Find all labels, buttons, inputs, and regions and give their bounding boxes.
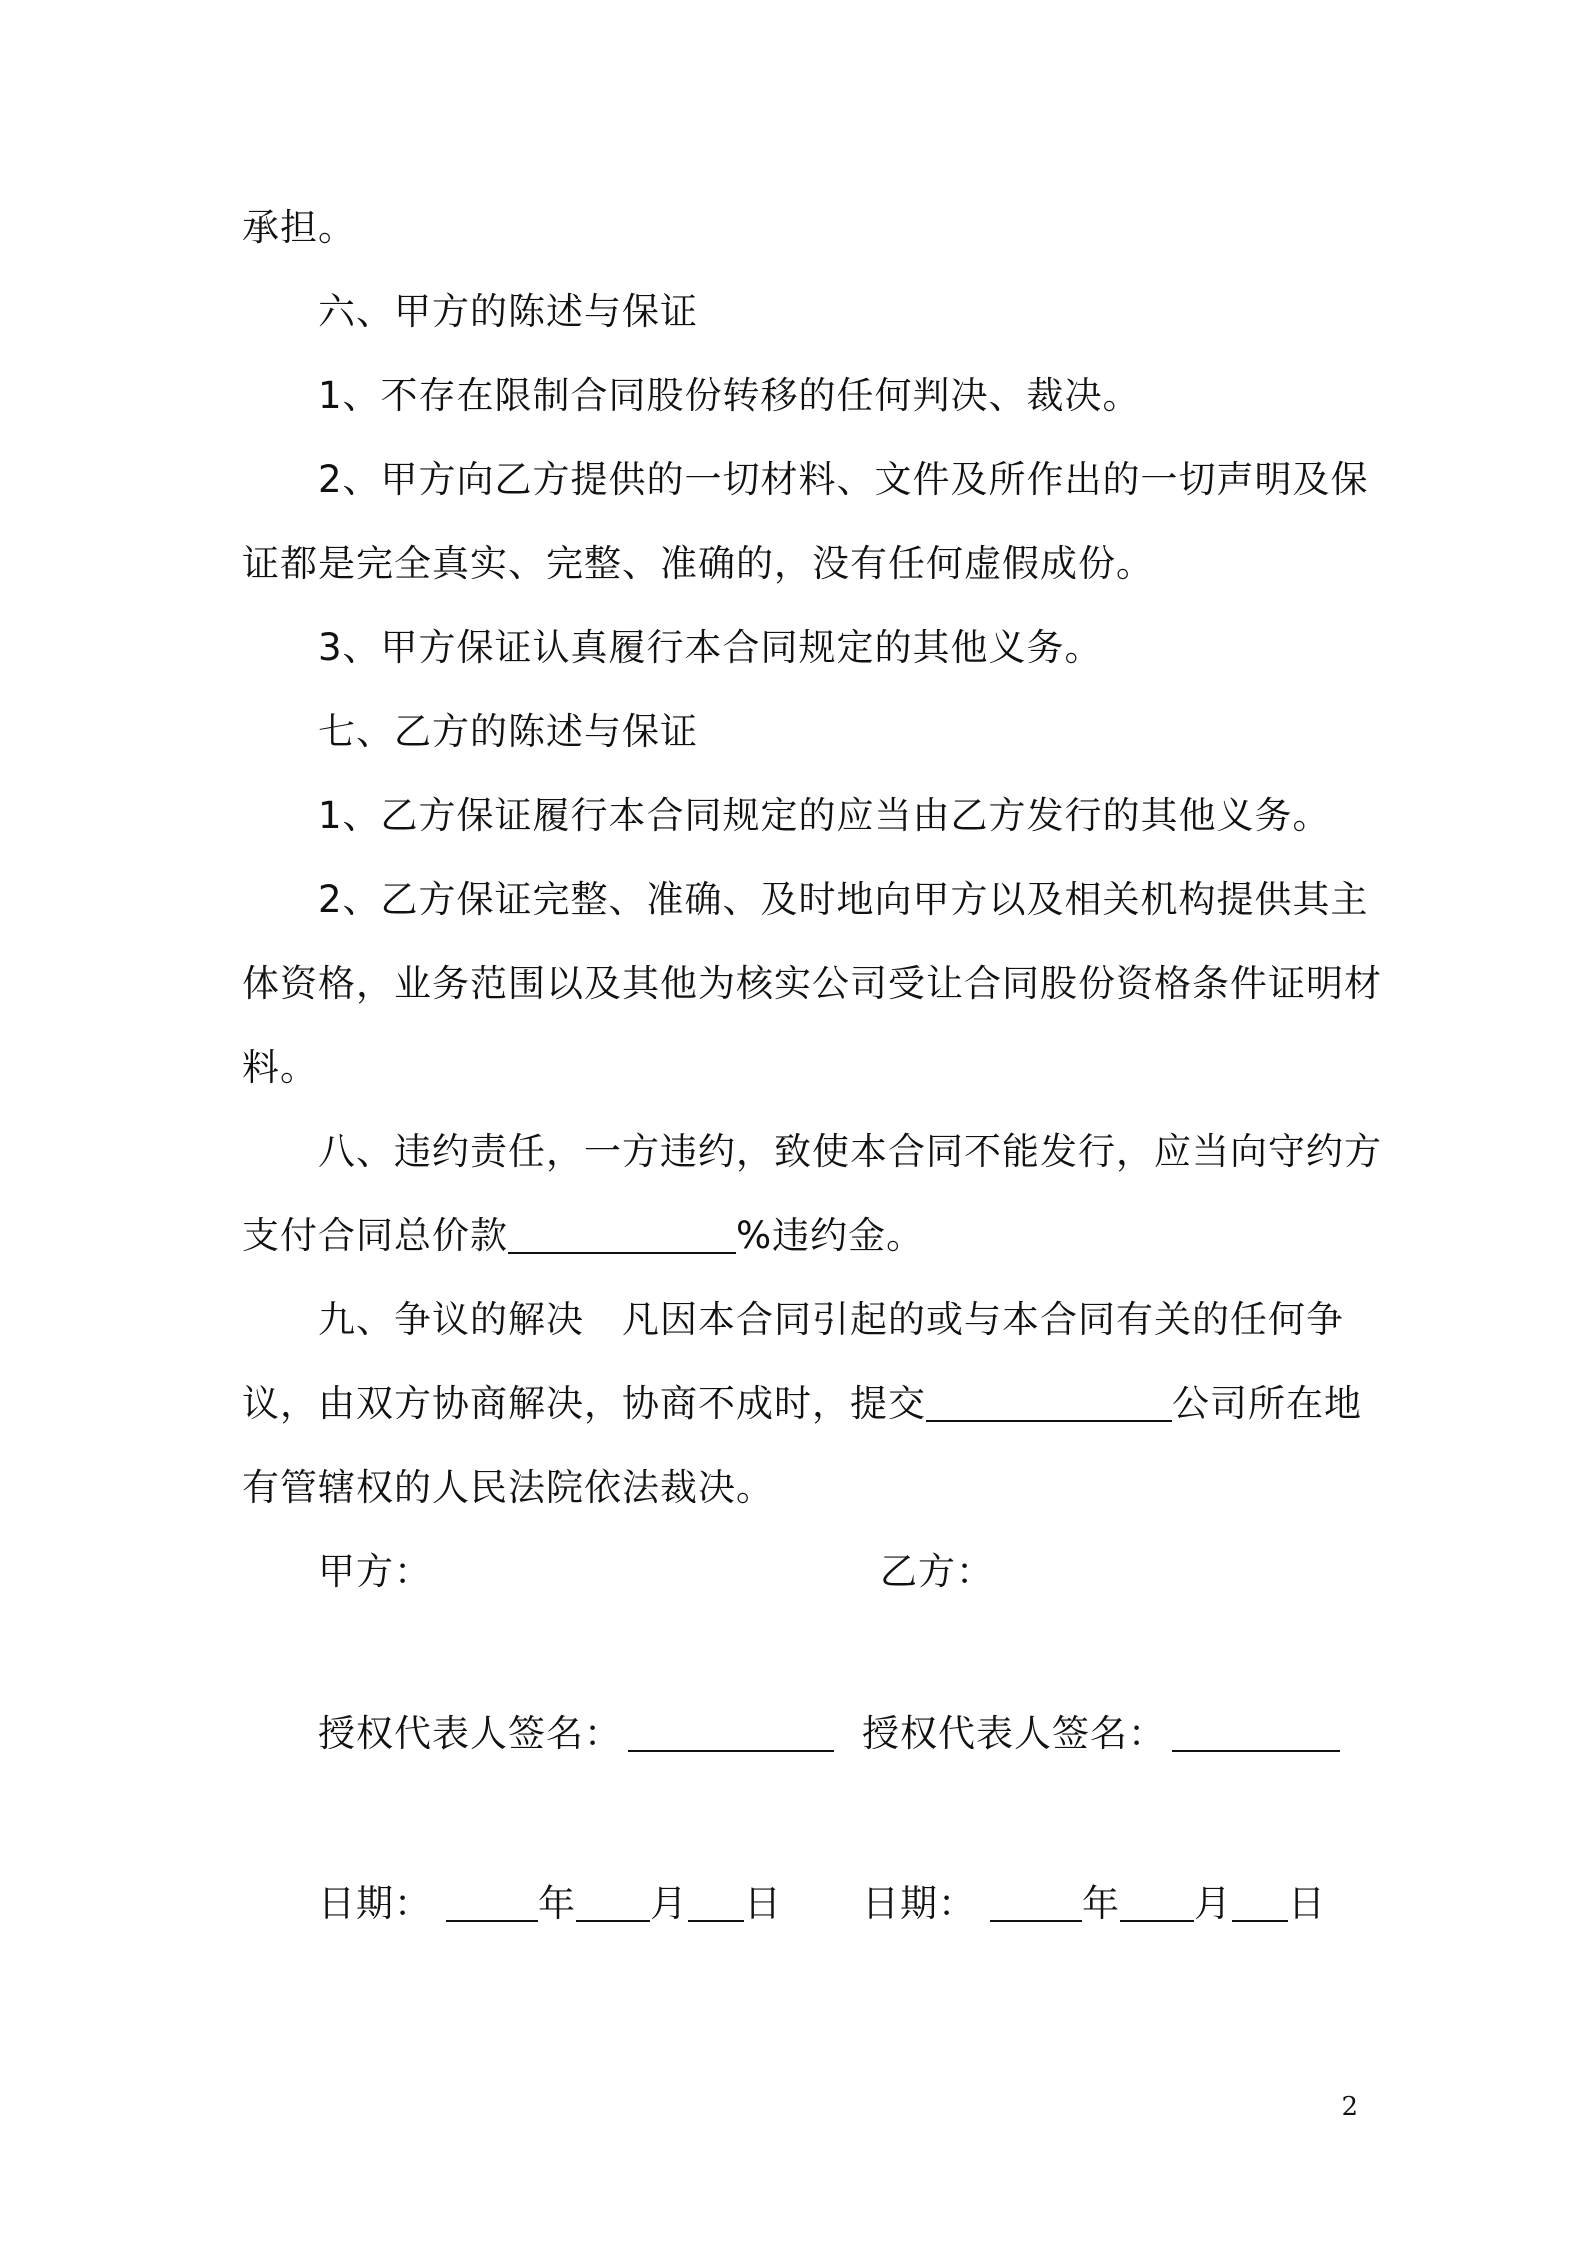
page-number: 2 [1341, 2092, 1358, 2122]
date-label-a: 日期： [318, 1882, 432, 1925]
signature-blank-a [628, 1710, 834, 1752]
year-blank-a [446, 1880, 538, 1922]
text-line: 1、不存在限制合同股份转移的任何判决、裁决。 [318, 374, 1141, 417]
day-blank-b [1232, 1880, 1288, 1922]
text-line [242, 1378, 1362, 1430]
court-company-blank [926, 1380, 1172, 1422]
text-line: 承担。 [242, 206, 356, 249]
day-blank-a [688, 1880, 744, 1922]
party-b-label: 乙方： [880, 1550, 994, 1593]
text-line: 3、甲方保证认真履行本合同规定的其他义务。 [318, 626, 1103, 669]
text-line: 2、甲方向乙方提供的一切材料、文件及所作出的一切声明及保 [318, 458, 1369, 501]
penalty-percent-blank [508, 1212, 736, 1254]
date-a [318, 1878, 782, 1930]
text-segment: 公司所在地 [1172, 1382, 1362, 1425]
text-segment: 议，由双方协商解决，协商不成时，提交 [242, 1382, 926, 1425]
text-segment: %违约金。 [736, 1214, 925, 1257]
signature-blank-b [1172, 1710, 1340, 1752]
year-label-b: 年 [1082, 1882, 1120, 1925]
text-line: 1、乙方保证履行本合同规定的应当由乙方发行的其他义务。 [318, 794, 1331, 837]
text-segment: 支付合同总价款 [242, 1214, 508, 1257]
text-line [242, 1210, 924, 1262]
year-label-a: 年 [538, 1882, 576, 1925]
text-line: 有管辖权的人民法院依法裁决。 [242, 1466, 774, 1509]
month-label-b: 月 [1194, 1882, 1232, 1925]
text-line: 料。 [242, 1046, 318, 1089]
month-blank-b [1120, 1880, 1194, 1922]
text-line: 证都是完全真实、完整、准确的，没有任何虚假成份。 [242, 542, 1154, 585]
text-line: 九、争议的解决 凡因本合同引起的或与本合同有关的任何争 [318, 1298, 1344, 1341]
date-b [862, 1878, 1326, 1930]
rep-signature-a [318, 1708, 834, 1760]
section-heading: 六、甲方的陈述与保证 [318, 290, 698, 333]
rep-label-a: 授权代表人签名： [318, 1712, 622, 1755]
text-line: 八、违约责任，一方违约，致使本合同不能发行，应当向守约方 [318, 1130, 1382, 1173]
day-label-a: 日 [744, 1882, 782, 1925]
date-label-b: 日期： [862, 1882, 976, 1925]
rep-label-b: 授权代表人签名： [862, 1712, 1166, 1755]
rep-signature-b [862, 1708, 1340, 1760]
day-label-b: 日 [1288, 1882, 1326, 1925]
month-label-a: 月 [650, 1882, 688, 1925]
month-blank-a [576, 1880, 650, 1922]
section-heading: 七、乙方的陈述与保证 [318, 710, 698, 753]
party-a-label: 甲方： [318, 1550, 432, 1593]
year-blank-b [990, 1880, 1082, 1922]
text-line: 2、乙方保证完整、准确、及时地向甲方以及相关机构提供其主 [318, 878, 1369, 921]
text-line: 体资格，业务范围以及其他为核实公司受让合同股份资格条件证明材 [242, 962, 1382, 1005]
